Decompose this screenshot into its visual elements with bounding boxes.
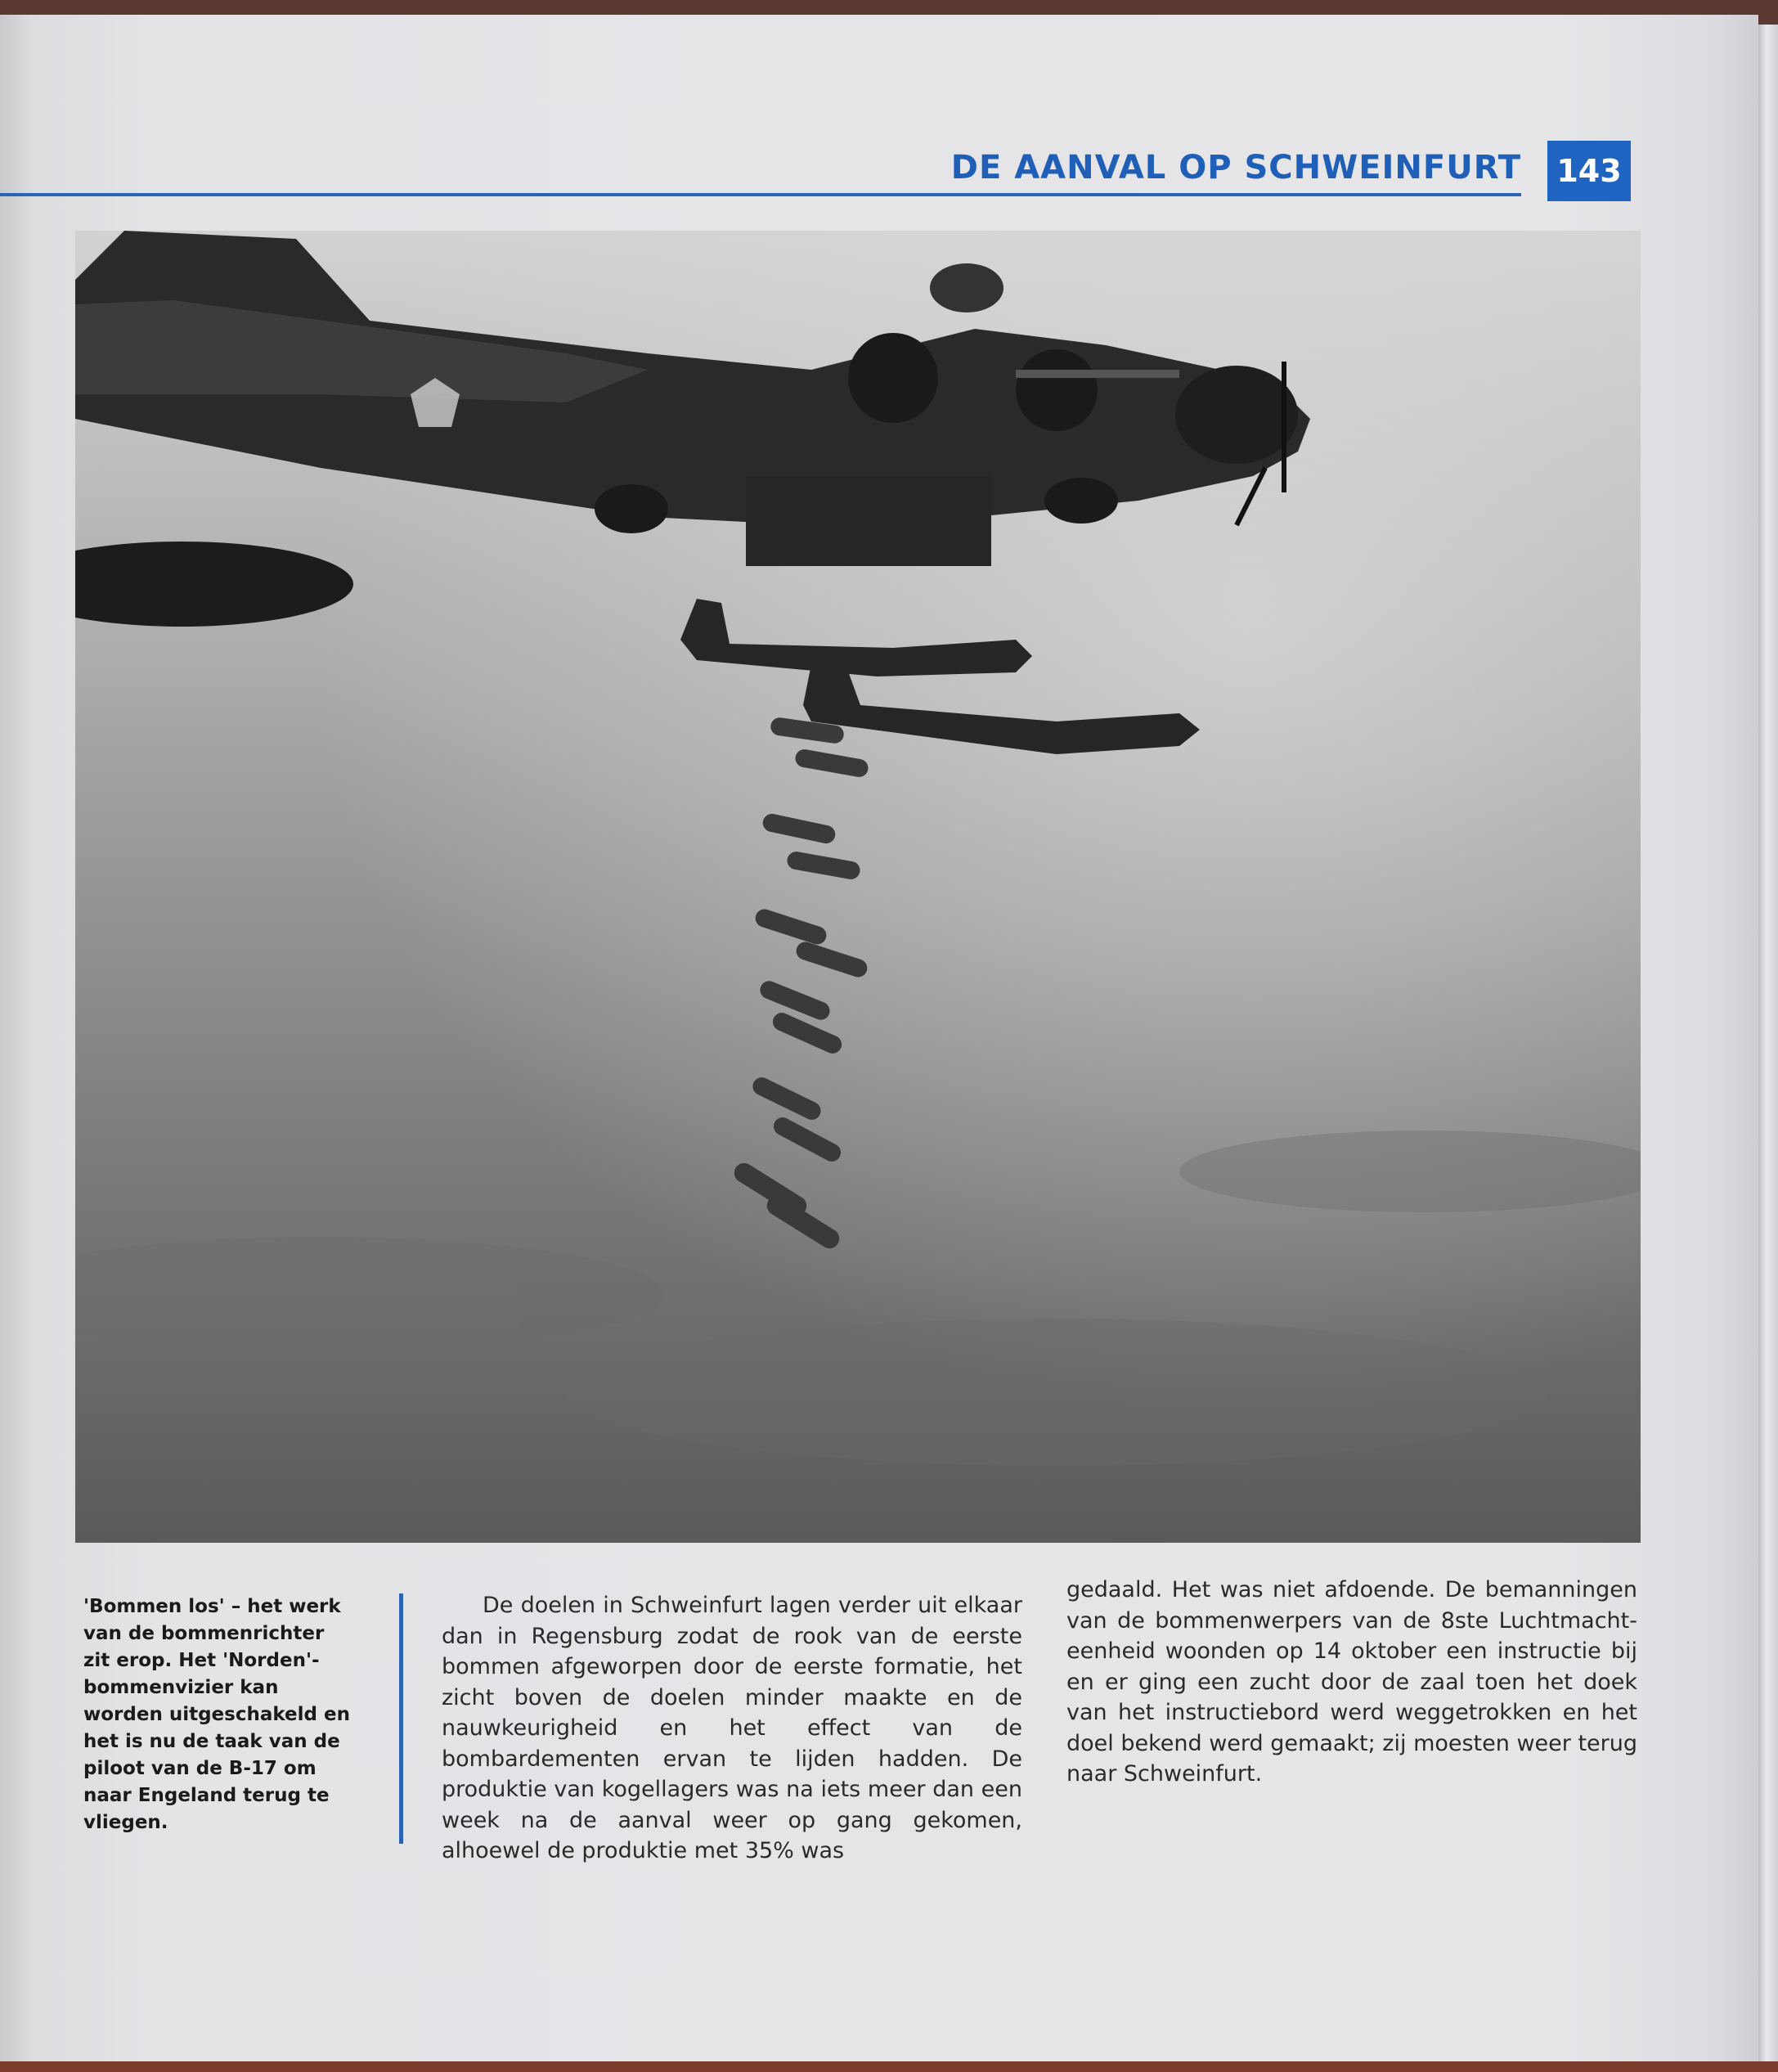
body-column-1: De doelen in Schweinfurt lagen verder uit elkaar dan in Regensburg zodat de rook van de eerste bommen afgeworpen door de eerste formatie, het zicht boven de doelen minder maakte en de nauwkeurigheid en het effect van de bombardementen ervan te lijden hadden. De produktie van kogellagers was na iets meer dan een week na de aanval weer op gang gekomen, alhoewel de produktie met 35% was (442, 1593, 1022, 1863)
photo-caption: 'Bommen los' – het werk van de bommenrichter zit erop. Het 'Norden'-bommenvizier kan worden uitgeschakeld en het is nu de taak van de piloot van de B-17 om naar Engeland terug te vliegen. (83, 1596, 350, 1833)
bomber-photo (75, 231, 1641, 1543)
photograph (75, 231, 1641, 1543)
page-edge (1758, 25, 1778, 2072)
caption-divider (399, 1593, 403, 1844)
running-title: DE AANVAL OP SCHWEINFURT (950, 149, 1521, 187)
table-surface (0, 2061, 1778, 2072)
body-column-2: gedaald. Het was niet afdoende. De bemanningen van de bommenwerpers van de 8ste Luchtmacht-eenheid woonden op 14 oktober een instructie bij en er ging een zucht door de zaal toen het doek van het instructiebord werd weggetrokken en het doel bekend werd gemaakt; zij moesten weer terug naar Schweinfurt. (1066, 1577, 1637, 1787)
header-rule (0, 193, 1521, 196)
page-number: 143 (1547, 141, 1631, 201)
